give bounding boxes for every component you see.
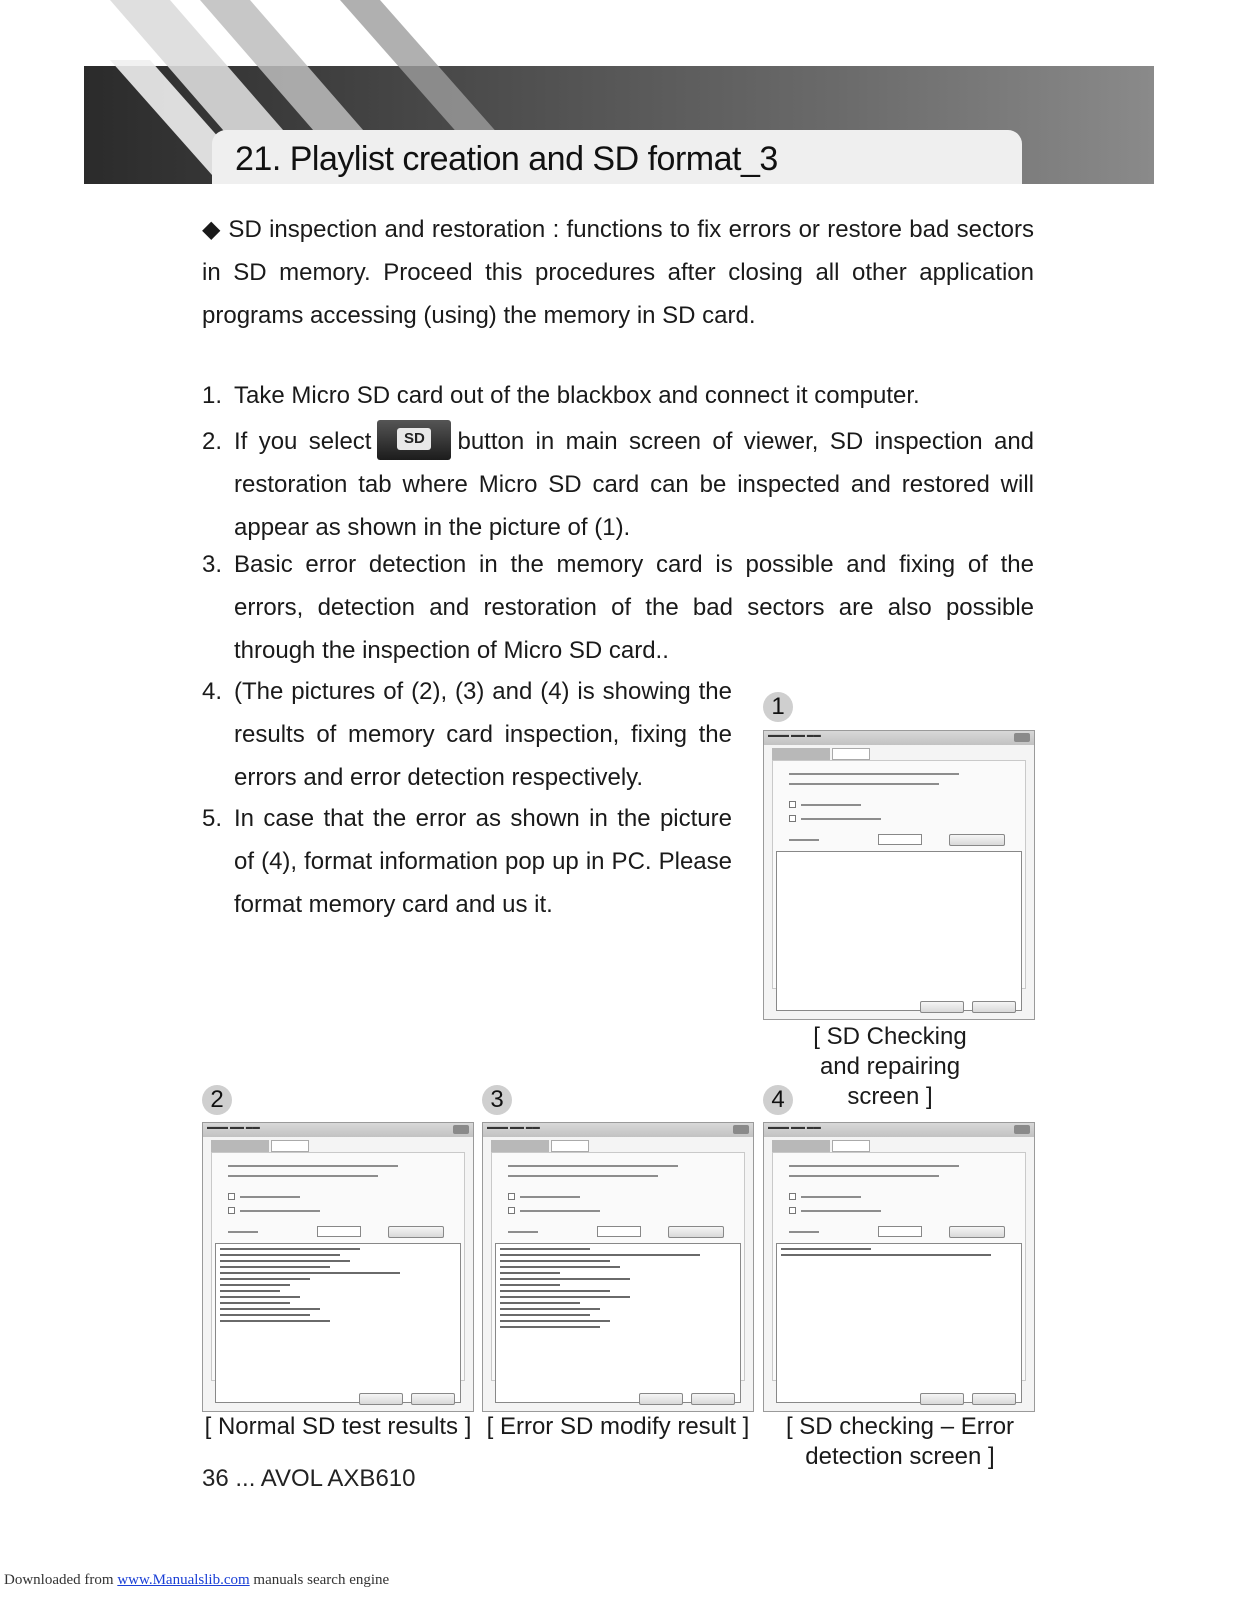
output-line — [500, 1284, 560, 1286]
step-text: Basic error detection in the memory card is possible and fixing of the errors, detection and restoration of the bad sectors are also possible through the inspection of Micro SD card.. — [234, 551, 1034, 664]
start-button — [388, 1226, 444, 1238]
output-line — [500, 1260, 610, 1262]
cancel-button — [411, 1393, 455, 1405]
tab-inactive — [772, 748, 830, 760]
output-box — [776, 1243, 1022, 1403]
output-line — [500, 1248, 590, 1250]
step-2 — [202, 420, 1034, 549]
text-line — [789, 1231, 819, 1233]
screenshot-1 — [763, 730, 1035, 1020]
step-number: 4. — [202, 678, 223, 705]
badge-2: 2 — [202, 1085, 232, 1115]
output-line — [220, 1254, 340, 1256]
downloaded-prefix: Downloaded from — [4, 1572, 114, 1588]
output-line — [500, 1314, 590, 1316]
start-button — [949, 834, 1005, 846]
output-line — [500, 1308, 600, 1310]
checkbox — [789, 1207, 796, 1214]
output-line — [220, 1308, 320, 1310]
checkbox — [508, 1207, 515, 1214]
output-line — [781, 1248, 871, 1250]
dialog-titlebar — [764, 1123, 1034, 1137]
screenshot-4 — [763, 1122, 1035, 1412]
text-line — [801, 818, 881, 820]
output-box — [495, 1243, 741, 1403]
ok-button — [359, 1393, 403, 1405]
tab-active — [551, 1140, 589, 1152]
step-text: Take Micro SD card out of the blackbox and connect it computer. — [234, 382, 920, 409]
text-line — [801, 1196, 861, 1198]
caption-3: [ Error SD modify result ] — [486, 1413, 750, 1440]
dialog-title-text: ▬▬▬ ▬▬ ▬▬ — [768, 732, 821, 739]
checkbox — [228, 1207, 235, 1214]
checkbox — [789, 1193, 796, 1200]
cancel-button — [972, 1001, 1016, 1013]
tab-inactive — [491, 1140, 549, 1152]
tab-active — [832, 748, 870, 760]
checkbox — [508, 1193, 515, 1200]
step-number: 2. — [202, 428, 223, 455]
text-line — [789, 839, 819, 841]
text-line — [801, 804, 861, 806]
drive-dropdown — [878, 834, 922, 845]
dialog-titlebar — [764, 731, 1034, 745]
output-line — [220, 1248, 360, 1250]
text-line — [801, 1210, 881, 1212]
step-number: 5. — [202, 805, 223, 832]
text-line — [508, 1175, 658, 1177]
step-text-after: button in main screen of viewer, SD inspection and restoration tab where Micro SD card can be inspected and restored will appear as shown in the picture of (1). — [234, 428, 1035, 541]
output-line — [500, 1272, 560, 1274]
tab-active — [271, 1140, 309, 1152]
output-line — [500, 1320, 610, 1322]
screenshot-2 — [202, 1122, 474, 1412]
output-line — [500, 1290, 610, 1292]
dialog-titlebar — [483, 1123, 753, 1137]
step-1 — [202, 374, 1034, 417]
output-line — [220, 1314, 310, 1316]
output-line — [220, 1296, 300, 1298]
text-line — [228, 1165, 398, 1167]
download-suffix: manuals search engine — [253, 1572, 390, 1588]
checkbox — [789, 801, 796, 808]
output-line — [500, 1326, 600, 1328]
text-line — [789, 1175, 939, 1177]
text-line — [508, 1231, 538, 1233]
close-icon — [1014, 733, 1030, 742]
sd-button-label: SD — [397, 428, 431, 450]
drive-dropdown — [597, 1226, 641, 1237]
text-line — [240, 1196, 300, 1198]
dialog-title-text: ▬▬▬ ▬▬ ▬▬ — [487, 1124, 540, 1131]
step-text: In case that the error as shown in the picture of (4), format information pop up in PC. Please format memory card and us it. — [234, 805, 732, 918]
output-line — [220, 1284, 290, 1286]
text-line — [789, 773, 959, 775]
page-title: 21. Playlist creation and SD format_3 — [235, 140, 778, 178]
text-line — [520, 1196, 580, 1198]
tab-active — [832, 1140, 870, 1152]
close-icon — [1014, 1125, 1030, 1134]
output-line — [500, 1278, 630, 1280]
start-button — [949, 1226, 1005, 1238]
step-text — [234, 420, 1034, 549]
drive-dropdown — [317, 1226, 361, 1237]
text-line — [508, 1165, 678, 1167]
intro-paragraph: ◆ SD inspection and restoration : functions to fix errors or restore bad sectors in SD memory. Proceed this procedures after closing all other application programs accessing (using) the memory in SD card. — [202, 216, 1034, 329]
text-line — [520, 1210, 600, 1212]
step-text-before: If you select — [234, 428, 372, 455]
output-line — [220, 1260, 350, 1262]
output-line — [220, 1266, 330, 1268]
manualslib-link[interactable]: www.Manualslib.com — [117, 1572, 250, 1588]
caption-1: [ SD Checking and repairing screen ] — [813, 1023, 967, 1110]
text-line — [228, 1231, 258, 1233]
output-line — [220, 1272, 400, 1274]
output-box — [215, 1243, 461, 1403]
cancel-button — [972, 1393, 1016, 1405]
dialog-title-text: ▬▬▬ ▬▬ ▬▬ — [207, 1124, 260, 1131]
badge-3: 3 — [482, 1085, 512, 1115]
badge-1: 1 — [763, 692, 793, 722]
output-line — [781, 1254, 991, 1256]
output-line — [500, 1266, 620, 1268]
step-5 — [202, 797, 732, 926]
output-line — [220, 1320, 330, 1322]
text-line — [228, 1175, 378, 1177]
dialog-title-text: ▬▬▬ ▬▬ ▬▬ — [768, 1124, 821, 1131]
output-line — [220, 1302, 290, 1304]
cancel-button — [691, 1393, 735, 1405]
ok-button — [920, 1393, 964, 1405]
tab-inactive — [772, 1140, 830, 1152]
text-line — [789, 1165, 959, 1167]
step-3 — [202, 543, 1034, 672]
output-line — [220, 1278, 310, 1280]
drive-dropdown — [878, 1226, 922, 1237]
text-line — [240, 1210, 320, 1212]
caption-4: [ SD checking – Error detection screen ] — [785, 1413, 1015, 1470]
caption-2: [ Normal SD test results ] — [204, 1413, 472, 1440]
page-number: 36 ... AVOL AXB610 — [202, 1465, 416, 1492]
screenshot-3 — [482, 1122, 754, 1412]
ok-button — [639, 1393, 683, 1405]
output-line — [500, 1296, 630, 1298]
start-button — [668, 1226, 724, 1238]
checkbox — [228, 1193, 235, 1200]
close-icon — [453, 1125, 469, 1134]
dialog-titlebar — [203, 1123, 473, 1137]
close-icon — [733, 1125, 749, 1134]
step-number: 1. — [202, 382, 223, 409]
output-line — [220, 1290, 280, 1292]
text-line — [789, 783, 939, 785]
step-4 — [202, 670, 732, 799]
ok-button — [920, 1001, 964, 1013]
checkbox — [789, 815, 796, 822]
tab-inactive — [211, 1140, 269, 1152]
output-box — [776, 851, 1022, 1011]
step-text: (The pictures of (2), (3) and (4) is showing the results of memory card inspection, fixing the errors and error detection respectively. — [234, 678, 732, 791]
download-line — [4, 1572, 389, 1589]
output-line — [500, 1254, 700, 1256]
output-line — [500, 1302, 580, 1304]
badge-4: 4 — [763, 1085, 793, 1115]
sd-button-image — [377, 420, 451, 460]
step-number: 3. — [202, 551, 223, 578]
